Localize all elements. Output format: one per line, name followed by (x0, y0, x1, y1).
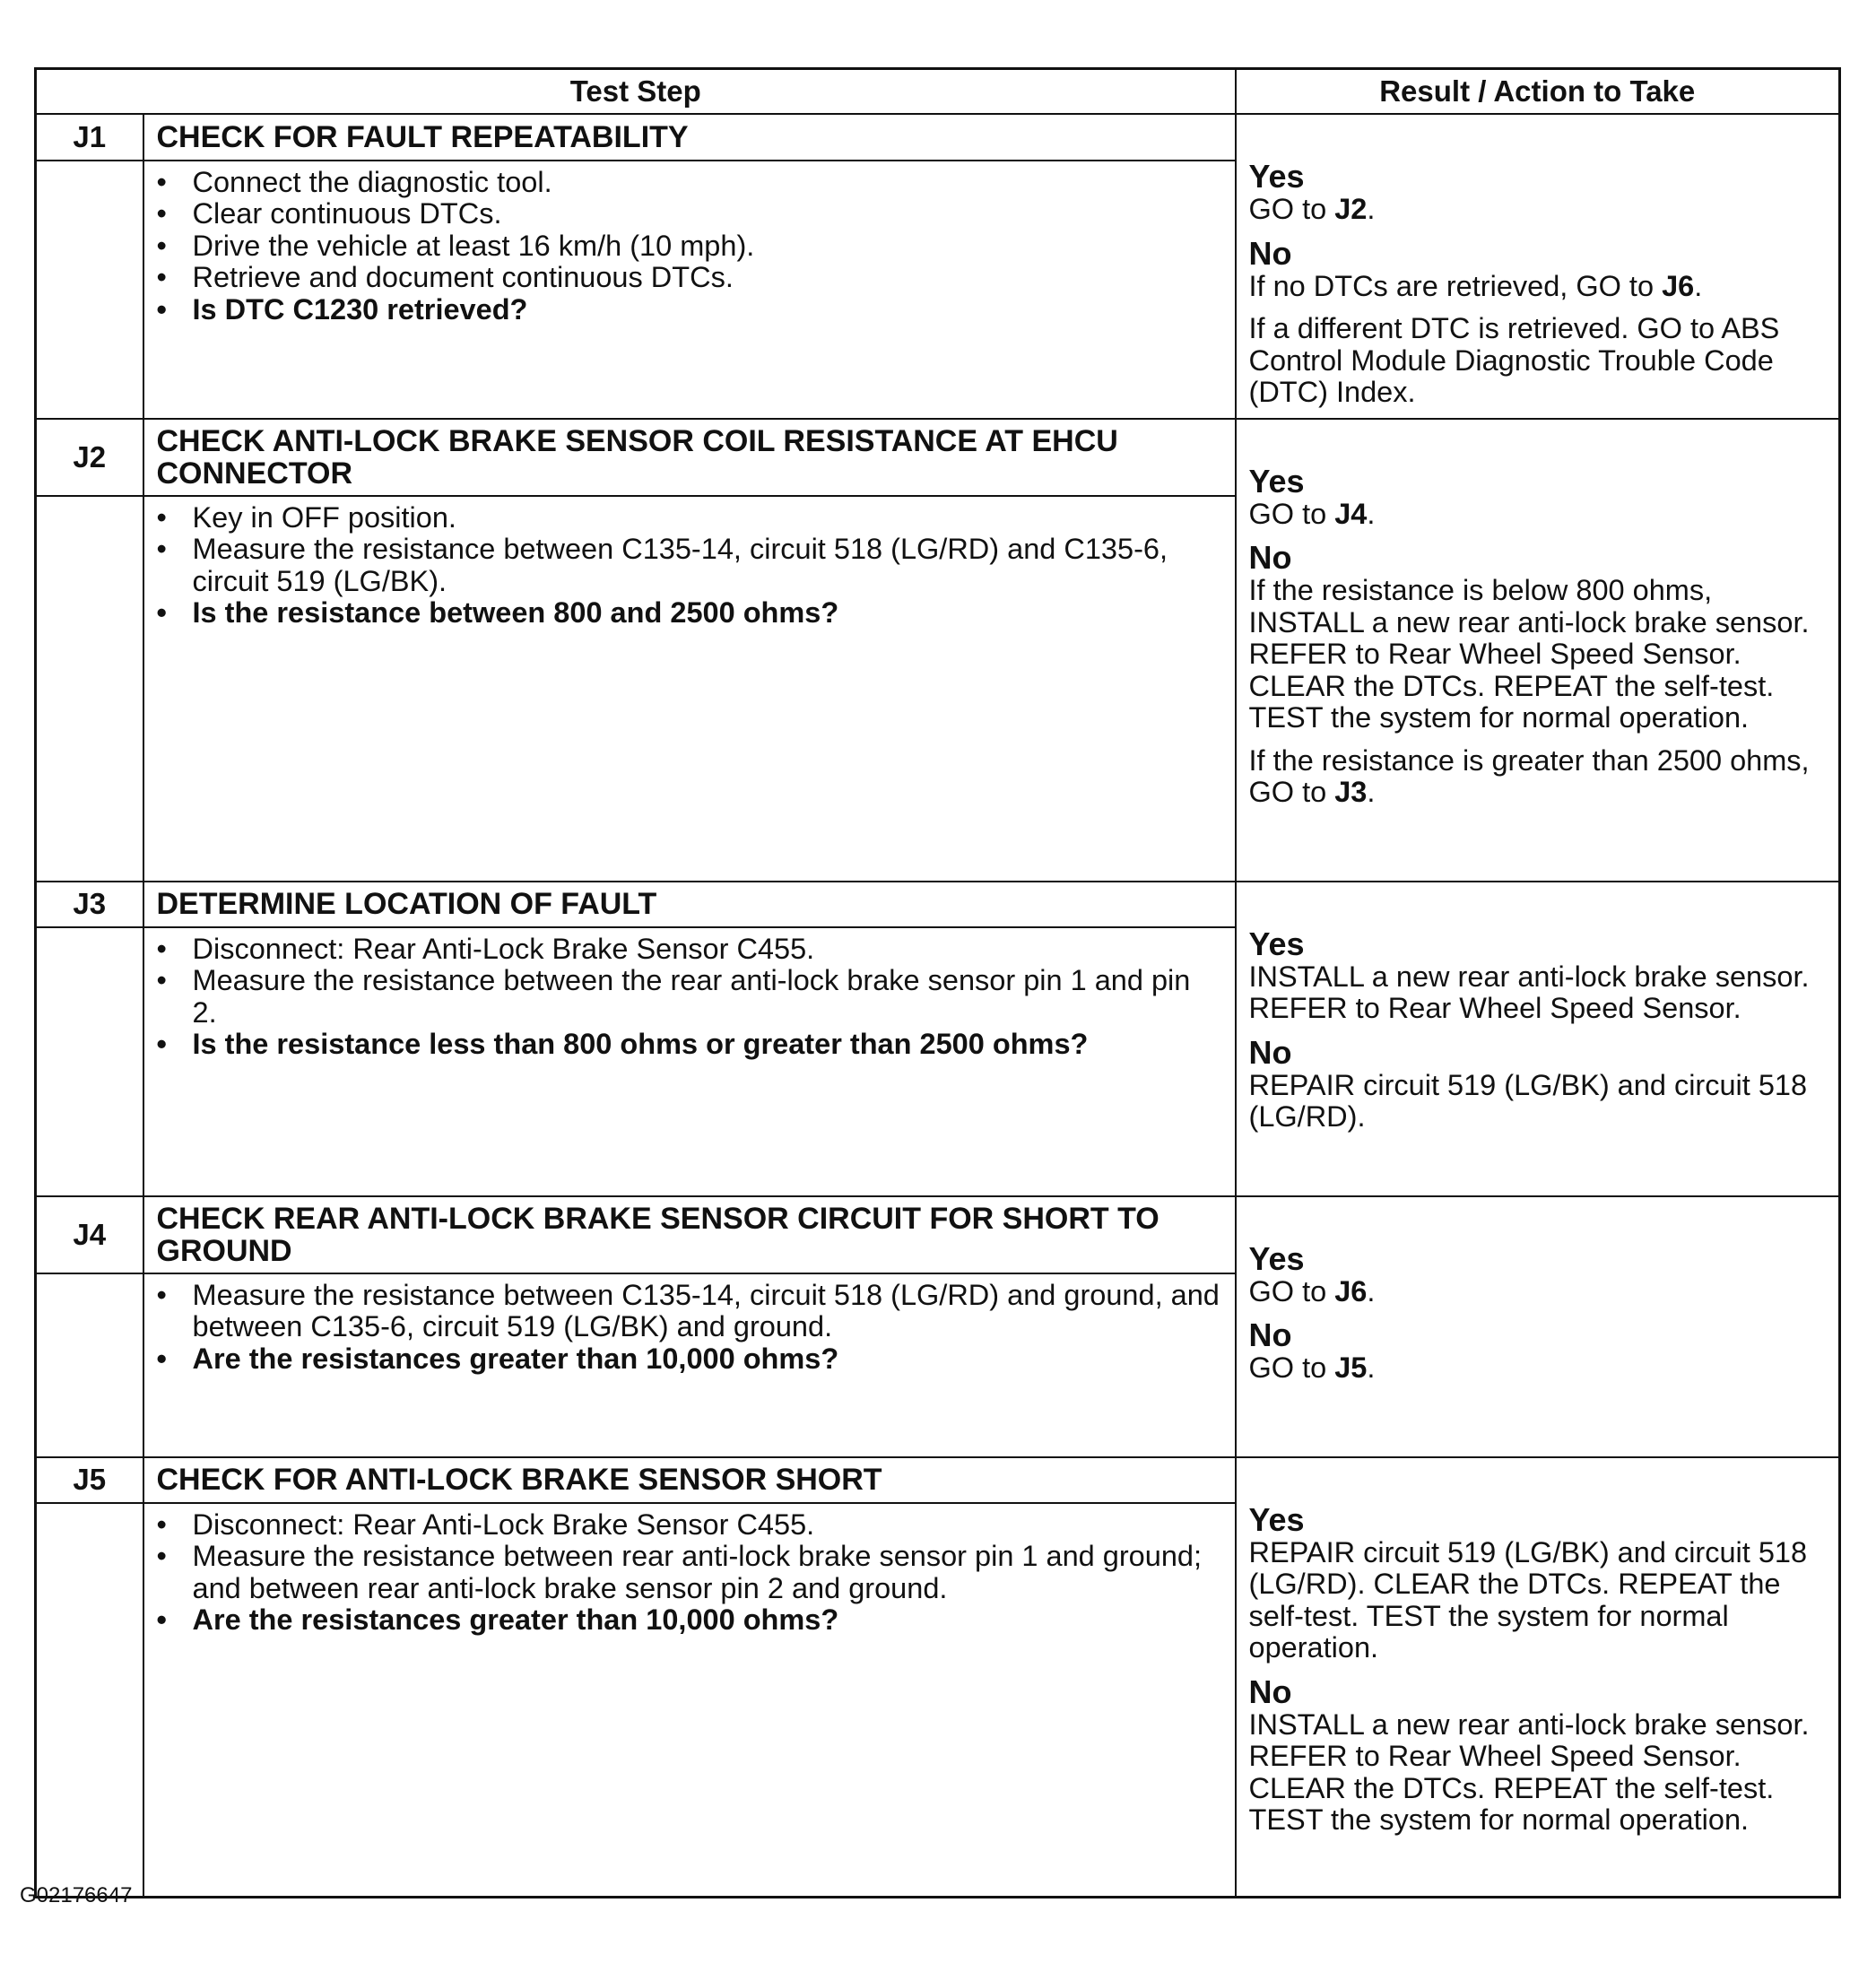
step-title-row (36, 419, 1840, 496)
yes-action-text: GO to (1248, 193, 1335, 225)
step-title: CHECK FOR FAULT REPEATABILITY (143, 114, 1236, 161)
yes-label: Yes (1248, 158, 1305, 195)
yes-action-step-ref: J4 (1334, 497, 1368, 530)
step-id: J3 (36, 882, 143, 927)
no-action (1249, 1709, 1827, 1837)
step-question: • Are the resistances greater than 10,000 ohms? (193, 1604, 1222, 1637)
test-step-header: Test Step (36, 69, 1236, 115)
step-title-row (36, 882, 1840, 927)
no-action-text: If a different DTC is retrieved. GO to ABS Control Module Diagnostic Trouble Code (DTC) Index. (1248, 312, 1780, 408)
no-label: No (1248, 1316, 1292, 1353)
result-cell (1236, 1196, 1840, 1457)
no-label: No (1248, 1033, 1292, 1071)
step-title-row (36, 1196, 1840, 1273)
step-action: • Disconnect: Rear Anti-Lock Brake Sensor C455. (193, 934, 1222, 966)
step-actions-cell (143, 1503, 1236, 1898)
step-actions-cell (143, 1273, 1236, 1457)
step-id-spacer (36, 496, 143, 882)
step-id: J1 (36, 114, 143, 161)
no-action-text: If the resistance is below 800 ohms, INSTALL a new rear anti-lock brake sensor. REFER to Rear Wheel Speed Sensor. CLEAR the DTCs. REPEAT the self-test. TEST the system for normal operation. (1248, 574, 1810, 734)
no-action-text: If the resistance is greater than 2500 ohms, GO to (1248, 743, 1810, 808)
step-actions-list (157, 1509, 1222, 1637)
step-id-spacer (36, 1273, 143, 1457)
yes-action-text: INSTALL a new rear anti-lock brake sensor. REFER to Rear Wheel Speed Sensor. (1248, 960, 1810, 1024)
step-id-spacer (36, 1503, 143, 1898)
no-action (1249, 1070, 1827, 1134)
no-action-text: REPAIR circuit 519 (LG/BK) and circuit 518 (LG/RD). (1248, 1068, 1808, 1133)
step-action: • Measure the resistance between C135-14, circuit 518 (LG/RD) and C135-6, circuit 519 (LG/BK). (193, 534, 1222, 597)
step-question: • Is the resistance less than 800 ohms or greater than 2500 ohms? (193, 1029, 1222, 1061)
step-action: • Retrieve and document continuous DTCs. (193, 262, 1222, 294)
yes-action (1249, 961, 1827, 1025)
yes-action-tail: . (1367, 497, 1376, 530)
no-action-text: If no DTCs are retrieved, GO to (1248, 269, 1663, 302)
step-title: DETERMINE LOCATION OF FAULT (143, 882, 1236, 927)
no-action-step-ref: J5 (1334, 1351, 1368, 1384)
yes-label: Yes (1248, 1239, 1305, 1277)
yes-action-step-ref: J6 (1334, 1274, 1368, 1308)
yes-action-text: GO to (1248, 497, 1335, 530)
diagnostic-test-table (34, 67, 1841, 1898)
no-label: No (1248, 539, 1292, 576)
no-action (1249, 575, 1827, 734)
step-actions-list (157, 502, 1222, 630)
no-action (1249, 313, 1827, 409)
step-question: • Are the resistances greater than 10,000 ohms? (193, 1343, 1222, 1376)
step-question: • Is the resistance between 800 and 2500 ohms? (193, 597, 1222, 630)
yes-action-tail: . (1367, 193, 1376, 225)
step-title: CHECK FOR ANTI-LOCK BRAKE SENSOR SHORT (143, 1457, 1236, 1503)
step-actions-cell (143, 927, 1236, 1196)
yes-action (1249, 1276, 1827, 1308)
step-id-spacer (36, 161, 143, 419)
no-action-tail: . (1694, 269, 1703, 302)
yes-action (1249, 194, 1827, 226)
no-label: No (1248, 234, 1292, 272)
step-title-row (36, 1457, 1840, 1503)
no-action-text: INSTALL a new rear anti-lock brake sensor. REFER to Rear Wheel Speed Sensor. CLEAR the DTCs. REPEAT the self-test. TEST the system for normal operation. (1248, 1707, 1810, 1836)
step-title: CHECK REAR ANTI-LOCK BRAKE SENSOR CIRCUIT FOR SHORT TO GROUND (143, 1196, 1236, 1273)
no-action-text: GO to (1248, 1351, 1335, 1384)
step-action: • Clear continuous DTCs. (193, 198, 1222, 230)
yes-action-step-ref: J2 (1334, 193, 1368, 225)
no-action-tail: . (1367, 1351, 1376, 1384)
step-title-row (36, 114, 1840, 161)
step-id: J2 (36, 419, 143, 496)
step-id: J4 (36, 1196, 143, 1273)
result-cell (1236, 882, 1840, 1196)
no-action (1249, 1352, 1827, 1385)
no-action (1249, 745, 1827, 809)
result-action-header: Result / Action to Take (1236, 69, 1840, 115)
no-action-step-ref: J6 (1662, 269, 1695, 302)
step-action: • Drive the vehicle at least 16 km/h (10 mph). (193, 230, 1222, 263)
yes-action (1249, 1537, 1827, 1664)
result-cell (1236, 114, 1840, 419)
result-cell (1236, 1457, 1840, 1898)
step-actions-list (157, 1280, 1222, 1376)
step-title: CHECK ANTI-LOCK BRAKE SENSOR COIL RESISTANCE AT EHCU CONNECTOR (143, 419, 1236, 496)
yes-action-text: GO to (1248, 1274, 1335, 1308)
figure-id: G02176647 (20, 1883, 133, 1907)
step-actions-cell (143, 496, 1236, 882)
yes-label: Yes (1248, 462, 1305, 500)
step-id-spacer (36, 927, 143, 1196)
step-action: • Measure the resistance between C135-14, circuit 518 (LG/RD) and ground, and between C135-6, circuit 519 (LG/BK) and ground. (193, 1280, 1222, 1343)
step-action: • Measure the resistance between rear anti-lock brake sensor pin 1 and ground; and between rear anti-lock brake sensor pin 2 and ground. (193, 1541, 1222, 1604)
yes-action-tail: . (1367, 1274, 1376, 1308)
step-action: • Key in OFF position. (193, 502, 1222, 534)
step-id: J5 (36, 1457, 143, 1503)
step-question: • Is DTC C1230 retrieved? (193, 294, 1222, 326)
step-actions-list (157, 934, 1222, 1061)
no-action-tail: . (1367, 776, 1376, 808)
step-action: • Measure the resistance between the rear anti-lock brake sensor pin 1 and pin 2. (193, 965, 1222, 1029)
yes-label: Yes (1248, 925, 1305, 962)
no-label: No (1248, 1673, 1292, 1710)
yes-label: Yes (1248, 1500, 1305, 1538)
steps-body (36, 114, 1840, 1898)
step-actions-list (157, 167, 1222, 326)
step-action: • Connect the diagnostic tool. (193, 167, 1222, 199)
yes-action (1249, 499, 1827, 531)
result-cell (1236, 419, 1840, 882)
no-action-step-ref: J3 (1334, 776, 1368, 808)
table-header-row (36, 69, 1840, 115)
no-action (1249, 271, 1827, 303)
step-actions-cell (143, 161, 1236, 419)
yes-action-text: REPAIR circuit 519 (LG/BK) and circuit 518 (LG/RD). CLEAR the DTCs. REPEAT the self-test. TEST the system for normal operation. (1248, 1535, 1808, 1664)
step-action: • Disconnect: Rear Anti-Lock Brake Sensor C455. (193, 1509, 1222, 1542)
